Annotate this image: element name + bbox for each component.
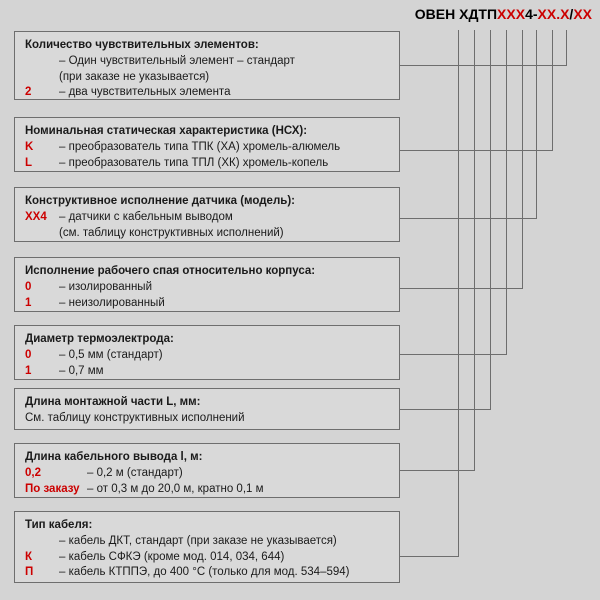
connector-line	[522, 30, 523, 289]
block-title: Количество чувствительных элементов:	[25, 39, 259, 51]
block-nsh[interactable]	[14, 117, 400, 172]
row-desc: – от 0,3 м до 20,0 м, кратно 0,1 м	[87, 482, 264, 495]
block-row	[25, 364, 391, 380]
row-continuation: (см. таблицу конструктивных исполнений)	[59, 226, 284, 239]
block-row	[25, 296, 391, 312]
row-code: L	[25, 156, 33, 169]
block-row	[25, 348, 391, 364]
row-code: K	[25, 141, 34, 154]
connector-line	[474, 30, 475, 471]
block-row	[25, 534, 391, 550]
block-title: Номинальная статическая характеристика (НСХ):	[25, 125, 308, 137]
designation-seg-3: ХХ.Х	[537, 6, 570, 22]
block-row	[25, 565, 391, 581]
designation-prefix: ОВЕН	[414, 6, 460, 22]
product-designation-code	[415, 6, 592, 22]
row-desc: См. таблицу конструктивных исполнений	[25, 412, 245, 425]
connector-line	[490, 30, 491, 410]
connector-line	[400, 556, 458, 557]
block-title: Конструктивное исполнение датчика (модель):	[25, 195, 295, 207]
block-row	[25, 85, 391, 101]
row-desc: – неизолированный	[59, 296, 165, 309]
row-code: 0	[25, 349, 32, 362]
row-desc: – два чувствительных элемента	[59, 86, 231, 99]
block-cable-length[interactable]	[14, 443, 400, 498]
row-code: ХХ4	[25, 211, 47, 224]
block-title: Длина кабельного вывода l, м:	[25, 451, 203, 463]
connector-line	[458, 30, 459, 557]
designation-seg-2: 4-	[525, 6, 538, 22]
block-title: Исполнение рабочего спая относительно корпуса:	[25, 265, 316, 277]
block-row	[25, 54, 391, 70]
row-desc: – преобразователь типа ТПЛ (ХК) хромель-копель	[59, 156, 329, 169]
connector-line	[536, 30, 537, 219]
row-code: 0	[25, 281, 32, 294]
block-cable-type[interactable]	[14, 511, 400, 583]
row-desc: – кабель КТППЭ, до 400 °С (только для мод. 534–594)	[59, 566, 350, 579]
row-continuation: (при заказе не указывается)	[59, 70, 210, 83]
connector-line	[400, 65, 566, 66]
block-design-model[interactable]	[14, 187, 400, 242]
block-mounting-length[interactable]	[14, 388, 400, 430]
row-desc: – изолированный	[59, 281, 152, 294]
block-title: Тип кабеля:	[25, 519, 93, 531]
block-sensor-count[interactable]	[14, 31, 400, 100]
row-desc: – 0,7 мм	[59, 364, 104, 377]
connector-line	[400, 150, 552, 151]
row-code: 0,2	[25, 467, 41, 480]
block-row	[25, 156, 391, 172]
block-row	[25, 482, 391, 498]
row-desc: – 0,5 мм (стандарт)	[59, 349, 163, 362]
connector-line	[552, 30, 553, 151]
designation-seg-1: ХХХ	[497, 6, 526, 22]
block-row	[25, 280, 391, 296]
block-junction[interactable]	[14, 257, 400, 312]
designation-seg-5: ХХ	[573, 6, 592, 22]
row-code: 1	[25, 364, 32, 377]
connector-line	[400, 470, 474, 471]
designation-seg-4: /	[569, 6, 574, 22]
row-code: П	[25, 566, 34, 579]
row-desc: – датчики с кабельным выводом	[59, 211, 233, 224]
connector-line	[506, 30, 507, 355]
block-row	[25, 210, 391, 226]
block-title: Длина монтажной части L, мм:	[25, 396, 201, 408]
block-electrode-diameter[interactable]	[14, 325, 400, 380]
designation-seg-0: ХДТП	[459, 6, 498, 22]
row-code: 1	[25, 296, 32, 309]
row-desc: – кабель СФКЭ (кроме мод. 014, 034, 644)	[59, 550, 285, 563]
block-row	[25, 550, 391, 566]
row-desc: – Один чувствительный элемент – стандарт	[59, 55, 295, 68]
row-desc: – кабель ДКТ, стандарт (при заказе не указывается)	[59, 535, 337, 548]
row-desc: – 0,2 м (стандарт)	[87, 467, 183, 480]
row-code: К	[25, 550, 33, 563]
connector-line	[400, 288, 522, 289]
connector-line	[400, 218, 536, 219]
block-row	[25, 140, 391, 156]
connector-line	[566, 30, 567, 66]
row-code: По заказу	[25, 482, 80, 495]
block-title: Диаметр термоэлектрода:	[25, 333, 174, 345]
connector-line	[400, 409, 490, 410]
block-row	[25, 466, 391, 482]
row-code: 2	[25, 86, 32, 99]
row-desc: – преобразователь типа ТПК (ХА) хромель-алюмель	[59, 141, 341, 154]
